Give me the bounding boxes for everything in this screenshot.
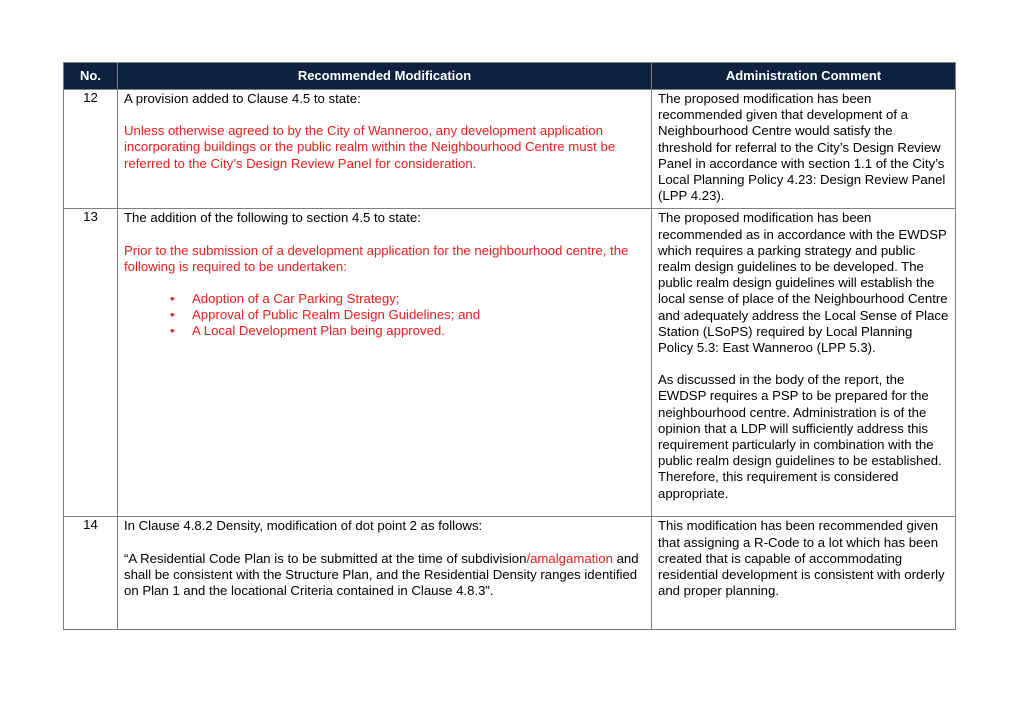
comment-text: The proposed modification has been recommended given that development of a Neighbourhood Centre would satisfy the threshold for referral to the City’s Design Review Panel in accordance with section 1.1 of the City’s Local Planning Policy 4.23: Design Review Panel (LPP 4.23). <box>658 91 946 204</box>
table-row <box>64 517 956 630</box>
modification-text: “A Residential Code Plan is to be submitted at the time of subdivision/amalgamation and shall be consistent with the Structure Plan, and the Residential Density ranges identified on Plan 1 and the locational Criteria contained in Clause 4.8.3”. <box>124 550 639 599</box>
modification-intro: A provision added to Clause 4.5 to state: <box>124 91 361 106</box>
row-number: 12 <box>64 90 118 209</box>
header-no: No. <box>64 63 118 90</box>
comment-text: This modification has been recommended given that assigning a R-Code to a lot which has been created that is capable of accommodating residential development is consistent with orderly and proper planning. <box>658 518 945 599</box>
table-row <box>64 209 956 517</box>
amalgamation-highlight: /amalgamation <box>526 550 613 566</box>
list-item: • Approval of Public Realm Design Guidelines; and <box>170 307 481 323</box>
modification-cell <box>118 517 652 630</box>
comment-cell <box>652 517 956 630</box>
modification-intro: The addition of the following to section 4.5 to state: <box>124 210 421 226</box>
header-recommended-modification: Recommended Modification <box>118 63 652 90</box>
list-item: • A Local Development Plan being approved. <box>170 323 445 339</box>
comment-text: The proposed modification has been recommended as in accordance with the EWDSP which requires a parking strategy and public realm design guidelines to be developed. The public realm design guidelines will establish the local sense of place of the Neighbourhood Centre and adequately address the Local Sense of Place Station (LSoPS) required by Local Planning Policy 5.3: East Wanneroo (LPP 5.3). <box>658 210 949 356</box>
bullet-icon: • <box>170 323 175 339</box>
row-number: 13 <box>64 209 118 517</box>
header-administration-comment: Administration Comment <box>652 63 956 90</box>
modification-text: Unless otherwise agreed to by the City of Wanneroo, any development application incorporating buildings or the public realm within the Neighbourhood Centre must be referred to the City’s Design Review Panel for consideration. <box>124 123 616 171</box>
list-item: • Adoption of a Car Parking Strategy; <box>170 291 400 307</box>
modification-cell <box>118 90 652 209</box>
table-row <box>64 90 956 209</box>
modification-cell <box>118 209 652 517</box>
comment-text: As discussed in the body of the report, the EWDSP requires a PSP to be prepared for the neighbourhood centre. Administration is of the opinion that a LDP will sufficiently address this requirement particularly in combination with the public realm design guidelines to be established. Therefore, this requirement is considered appropriate. <box>658 372 942 501</box>
bullet-icon: • <box>170 291 175 307</box>
row-number: 14 <box>64 517 118 630</box>
comment-cell <box>652 90 956 209</box>
bullet-icon: • <box>170 307 175 323</box>
modification-bullet-list <box>124 291 645 340</box>
comment-cell <box>652 209 956 517</box>
modifications-table <box>63 62 956 630</box>
modification-text: Prior to the submission of a development application for the neighbourhood centre, the following is required to be undertaken: <box>124 242 629 274</box>
table-header-row <box>64 63 956 90</box>
modification-intro: In Clause 4.8.2 Density, modification of dot point 2 as follows: <box>124 518 483 534</box>
